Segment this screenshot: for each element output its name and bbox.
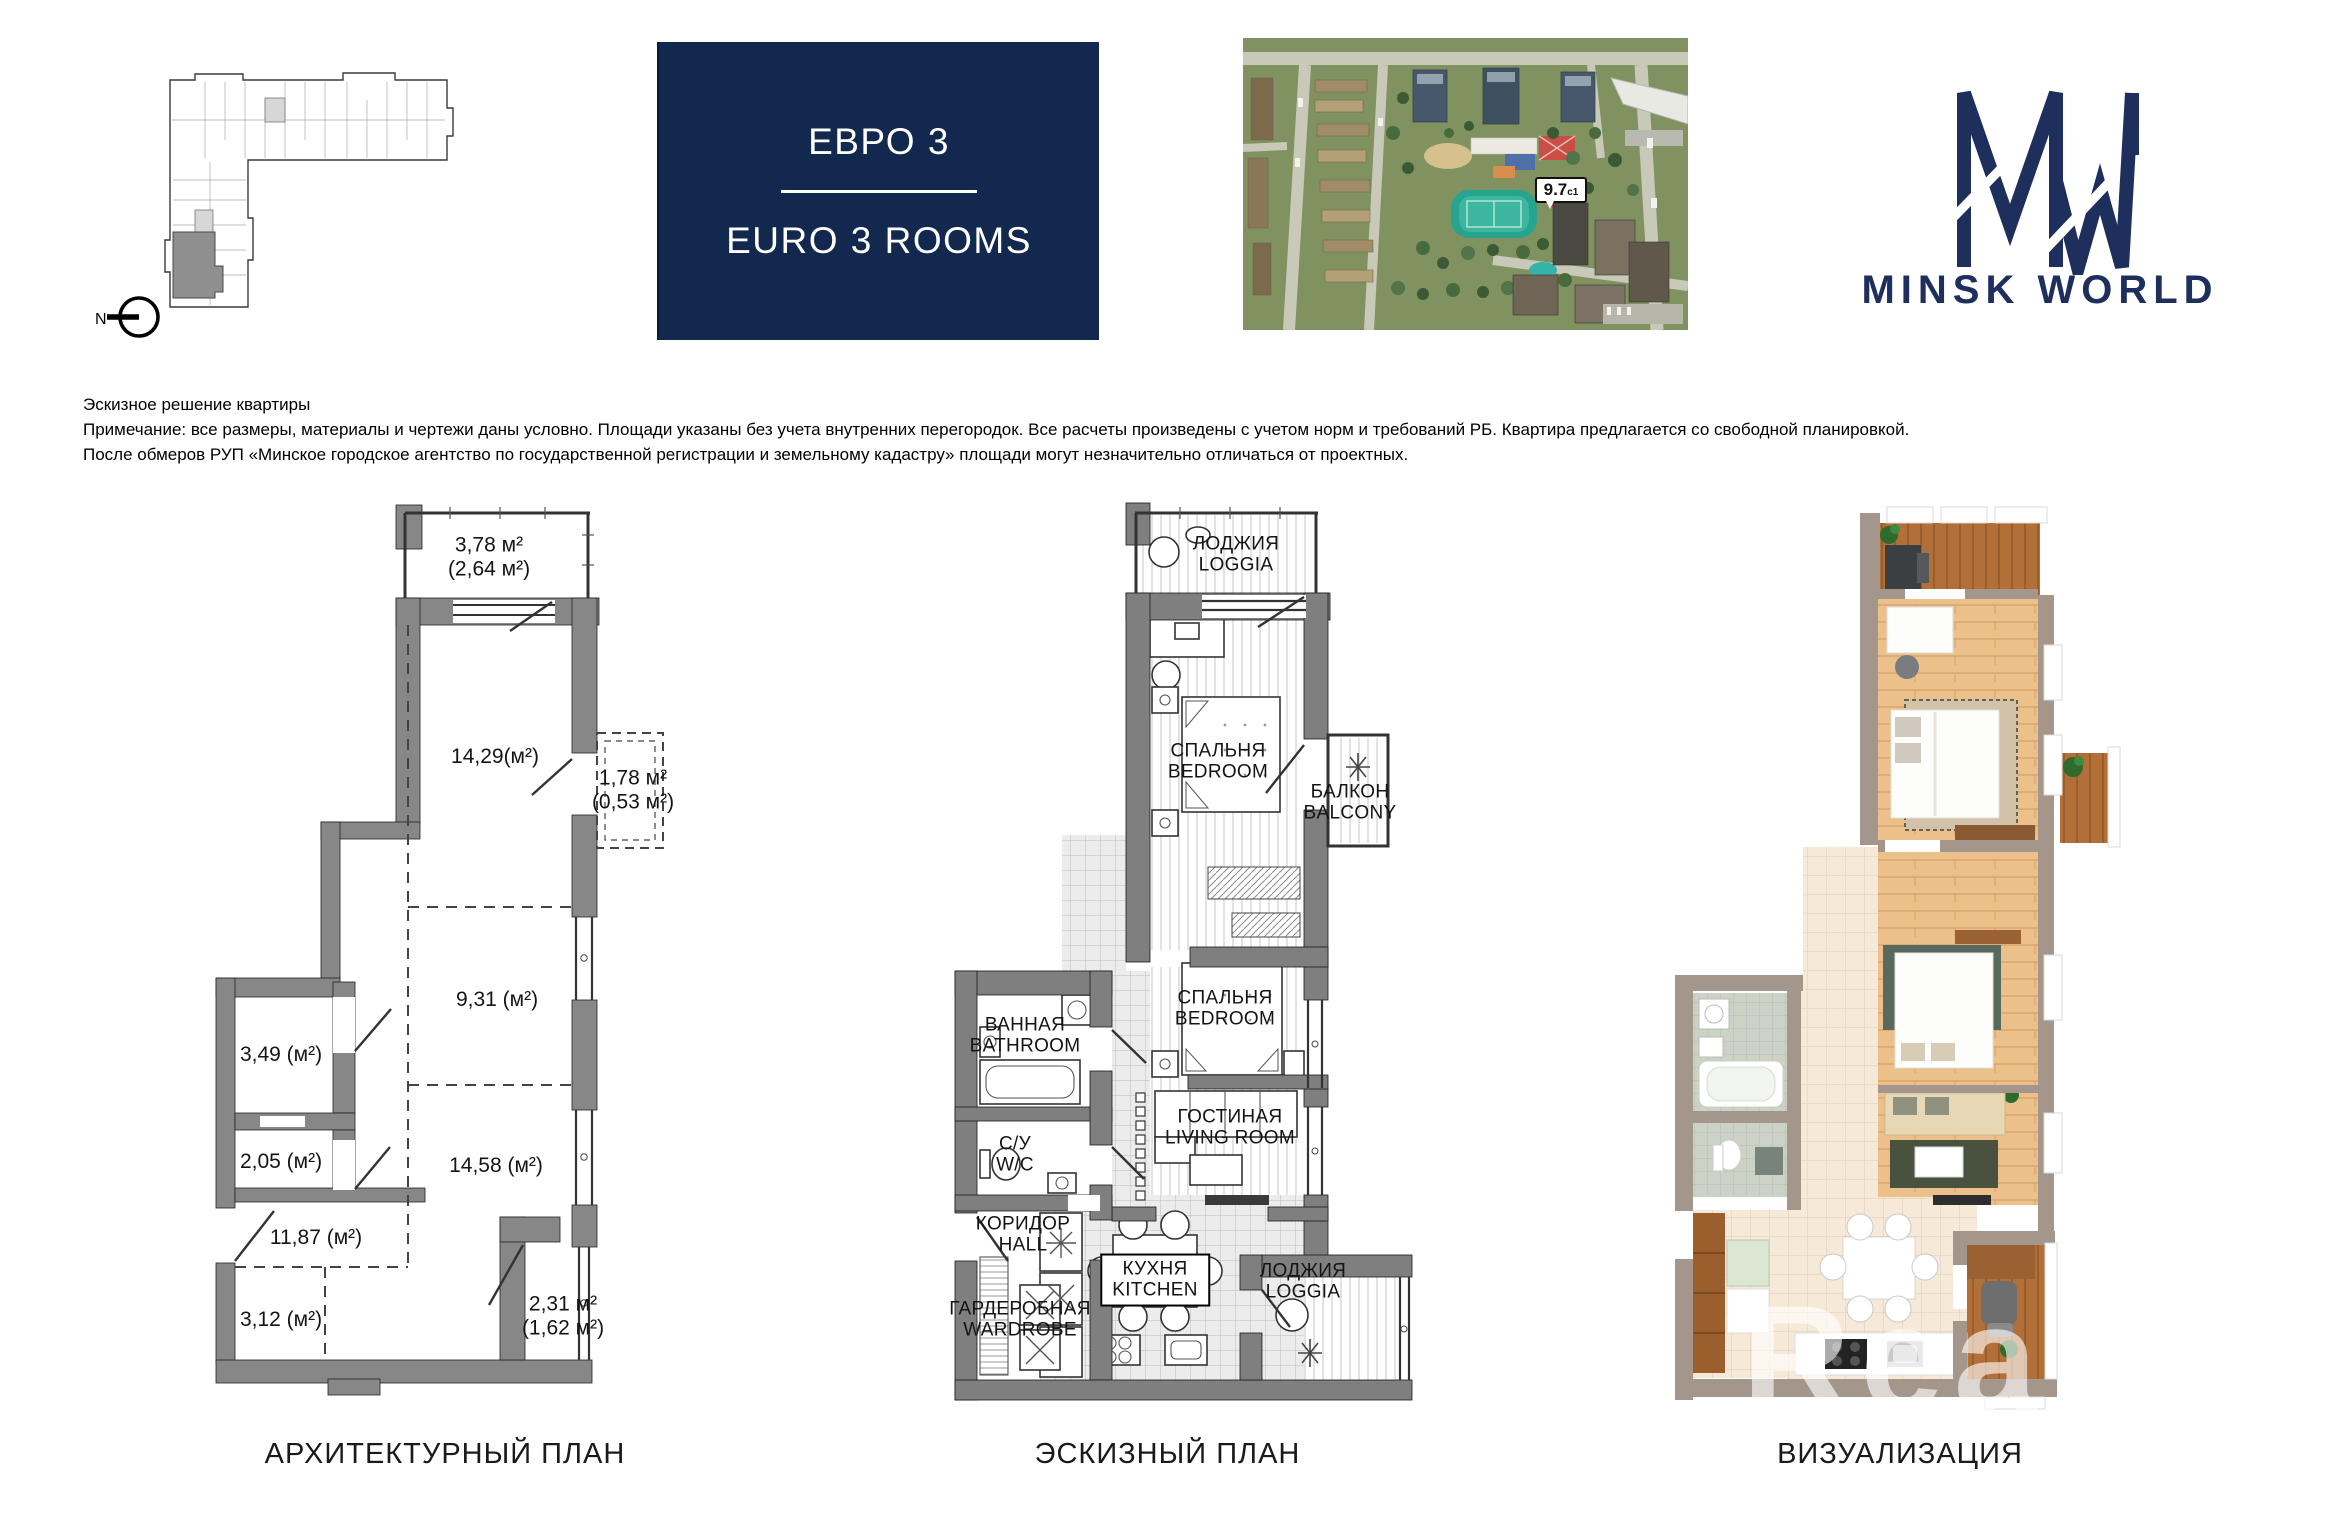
room-label-ru: ЛОДЖИЯ — [1192, 533, 1280, 555]
disclaimer — [83, 392, 2298, 467]
area-label-bathroom: 3,49 (м²) — [239, 1043, 323, 1067]
area-label-hall: 11,87 (м²) — [269, 1226, 363, 1250]
room-label-living-room — [1165, 1107, 1295, 1150]
room-label-bathroom — [970, 1015, 1081, 1058]
room-label-en: WARDROBE — [963, 1320, 1077, 1341]
area-value-reduced: (2,64 м²) — [447, 557, 531, 580]
callout-number: 9.7 — [1543, 180, 1568, 199]
building-footprint-diagram — [95, 40, 495, 340]
room-label-ru: БАЛКОН — [1310, 781, 1390, 803]
room-label-wc — [996, 1134, 1034, 1177]
room-label-kitchen — [1100, 1254, 1210, 1307]
title-ru: ЕВРО 3 — [808, 120, 950, 162]
room-label-bedroom-middle — [1175, 988, 1275, 1031]
room-label-ru: С/У — [999, 1133, 1031, 1155]
realt-watermark: Realt — [1742, 1274, 2159, 1442]
room-label-en: KITCHEN — [1112, 1280, 1198, 1301]
area-value: 1,78 м² — [598, 766, 668, 790]
area-value-reduced: (0,53 м²) — [591, 790, 675, 813]
architectural-plan-drawing — [200, 495, 690, 1425]
area-value: 3,78 м² — [454, 533, 524, 557]
room-label-wardrobe — [949, 1299, 1091, 1342]
caption-visualization: ВИЗУАЛИЗАЦИЯ — [1777, 1438, 2023, 1470]
room-label-en: LOGGIA — [1265, 1282, 1341, 1303]
minsk-world-logo — [1950, 63, 2140, 275]
caption-sketch: ЭСКИЗНЫЙ ПЛАН — [1034, 1438, 1301, 1470]
room-label-ru: ГОСТИНАЯ — [1177, 1106, 1283, 1128]
brand-wordmark: MINSK WORLD — [1861, 268, 2219, 312]
parking-pad — [1625, 130, 1683, 146]
building-callout — [1535, 177, 1587, 203]
title-block — [657, 42, 1099, 340]
north-compass-icon — [95, 298, 158, 336]
disclaimer-line-2: Примечание: все размеры, материалы и чертежи даны условно. Площади указаны без учета внутренних перегородок. Все расчеты произведены с учетом норм и требований РБ. Квартира предлагается со свободной планировкой. — [83, 420, 1910, 439]
room-label-ru: СПАЛЬНЯ — [1170, 740, 1266, 762]
towers — [1413, 68, 1595, 124]
title-en: EURO 3 ROOMS — [726, 219, 1032, 261]
callout-sub: с1 — [1567, 186, 1579, 198]
highlighted-apartment — [173, 232, 223, 298]
caption-architectural: АРХИТЕКТУРНЫЙ ПЛАН — [264, 1438, 626, 1470]
room-label-ru: СПАЛЬНЯ — [1177, 987, 1273, 1009]
aerial-site-photo — [1243, 38, 1688, 330]
room-label-ru: ВАННАЯ — [984, 1014, 1066, 1036]
stair-core-2 — [195, 210, 213, 232]
area-value-reduced: (1,62 м²) — [521, 1316, 605, 1339]
room-label-en: LOGGIA — [1198, 555, 1274, 576]
area-label-room-top: 14,29(м²) — [451, 745, 539, 769]
room-label-balcony — [1304, 782, 1397, 825]
area-label-wc: 2,05 (м²) — [239, 1150, 323, 1174]
room-label-ru: КУХНЯ — [1122, 1258, 1188, 1280]
room-label-bedroom-top — [1168, 741, 1268, 784]
room-label-ru: ЛОДЖИЯ — [1259, 1260, 1347, 1282]
room-label-en: LIVING ROOM — [1165, 1128, 1295, 1149]
room-label-en: BEDROOM — [1167, 762, 1269, 783]
sketch-plan — [950, 495, 1445, 1425]
area-label-loggia-top — [448, 533, 530, 580]
sports-field — [1451, 190, 1537, 238]
room-label-en: BEDROOM — [1174, 1009, 1276, 1030]
room-label-en: BATHROOM — [969, 1036, 1081, 1057]
area-label-loggia-bottom — [522, 1292, 604, 1339]
north-label: N — [95, 311, 107, 328]
disclaimer-line-1: Эскизное решение квартиры — [83, 395, 311, 414]
area-label-balcony — [592, 766, 674, 813]
room-label-en: W/C — [996, 1155, 1034, 1176]
area-label-wardrobe-room: 3,12 (м²) — [239, 1308, 323, 1332]
callout-tail — [1545, 199, 1555, 209]
parking-lot — [1603, 304, 1683, 324]
room-label-hall — [976, 1214, 1070, 1257]
room-label-loggia-bottom — [1260, 1261, 1346, 1304]
room-label-en: HALL — [998, 1235, 1048, 1256]
room-label-loggia-top — [1193, 534, 1279, 577]
room-label-en: BALCONY — [1303, 803, 1397, 824]
title-divider — [781, 190, 977, 193]
disclaimer-line-3: После обмеров РУП «Минское городское агентство по государственной регистрации и земельному кадастру» площади могут незначительно отличаться от проектных. — [83, 445, 1409, 464]
architectural-plan — [200, 495, 690, 1425]
room-label-ru: ГАРДЕРОБНАЯ — [949, 1298, 1091, 1320]
stair-core — [265, 98, 285, 122]
area-value: 2,31 м² — [528, 1292, 598, 1316]
area-label-room-middle: 9,31 (м²) — [455, 988, 539, 1012]
room-label-ru: КОРИДОР — [975, 1213, 1071, 1235]
area-label-room-lower: 14,58 (м²) — [449, 1154, 543, 1178]
